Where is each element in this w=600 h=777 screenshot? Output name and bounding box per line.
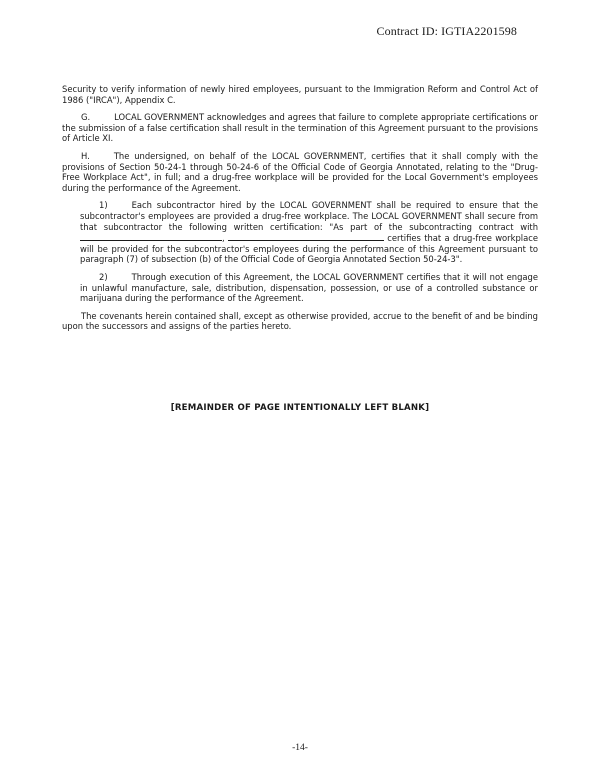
remainder-notice: [REMAINDER OF PAGE INTENTIONALLY LEFT BLANK] [170,403,430,413]
item-1-text-a: Each subcontractor hired by the LOCAL GOVERNMENT shall be required to ensure that the subcontractor's employees are provided a drug-free workplace. The LOCAL GOVERNMENT shall secure from that subcontractor the following written certification: "As part of the subcontracting contract with [80,200,538,232]
local-government-blank-line [228,232,384,241]
item-1 [80,200,538,265]
page-number: -14- [292,743,308,753]
item-1-text-c: certifies that a drug-free workplace will be provided for the subcontractor's employees during the performance of this Agreement pursuant to paragraph (7) of subsection (b) of the Official Code of Georgia Annotated Section 50-24-3". [80,233,538,265]
paragraph-g-label: G. [81,112,91,123]
paragraph-h [62,151,538,193]
paragraph-irca: Security to verify information of newly hired employees, pursuant to the Immigration Reform and Control Act of 1986 ("IRCA"), Appendix C. [62,84,538,105]
item-2-text: Through execution of this Agreement, the LOCAL GOVERNMENT certifies that it will not engage in unlawful manufacture, sale, distribution, dispensation, possession, or use of a controlled substance or marijuana during the performance of the Agreement. [80,271,538,304]
contract-id: Contract ID: IGTIA2201598 [376,24,517,38]
paragraph-g-text: LOCAL GOVERNMENT acknowledges and agrees that failure to complete appropriate certifications or the submission of a false certification shall result in the termination of this Agreement pursuant to the provisions of Article XI. [62,112,538,144]
paragraph-g [62,112,538,144]
paragraph-h-label: H. [81,150,90,161]
item-2 [80,272,538,304]
item-1-label: 1) [99,200,108,211]
item-2-label: 2) [99,271,108,282]
paragraph-covenants: The covenants herein contained shall, except as otherwise provided, accrue to the benefit of and be binding upon the successors and assigns of the parties hereto. [62,310,538,332]
paragraph-h-text: The undersigned, on behalf of the LOCAL GOVERNMENT, certifies that it shall comply with the provisions of Section 50-24-1 through 50-24-6 of the Official Code of Georgia Annotated, relating to the "Drug-Free Workplace Act", in full; and a drug-free workplace will be provided for the Local Government's employees during the performance of the Agreement. [62,150,538,193]
subcontractor-blank-line [80,232,222,241]
item-1-text-b: , [222,233,225,244]
document-body [62,84,538,339]
